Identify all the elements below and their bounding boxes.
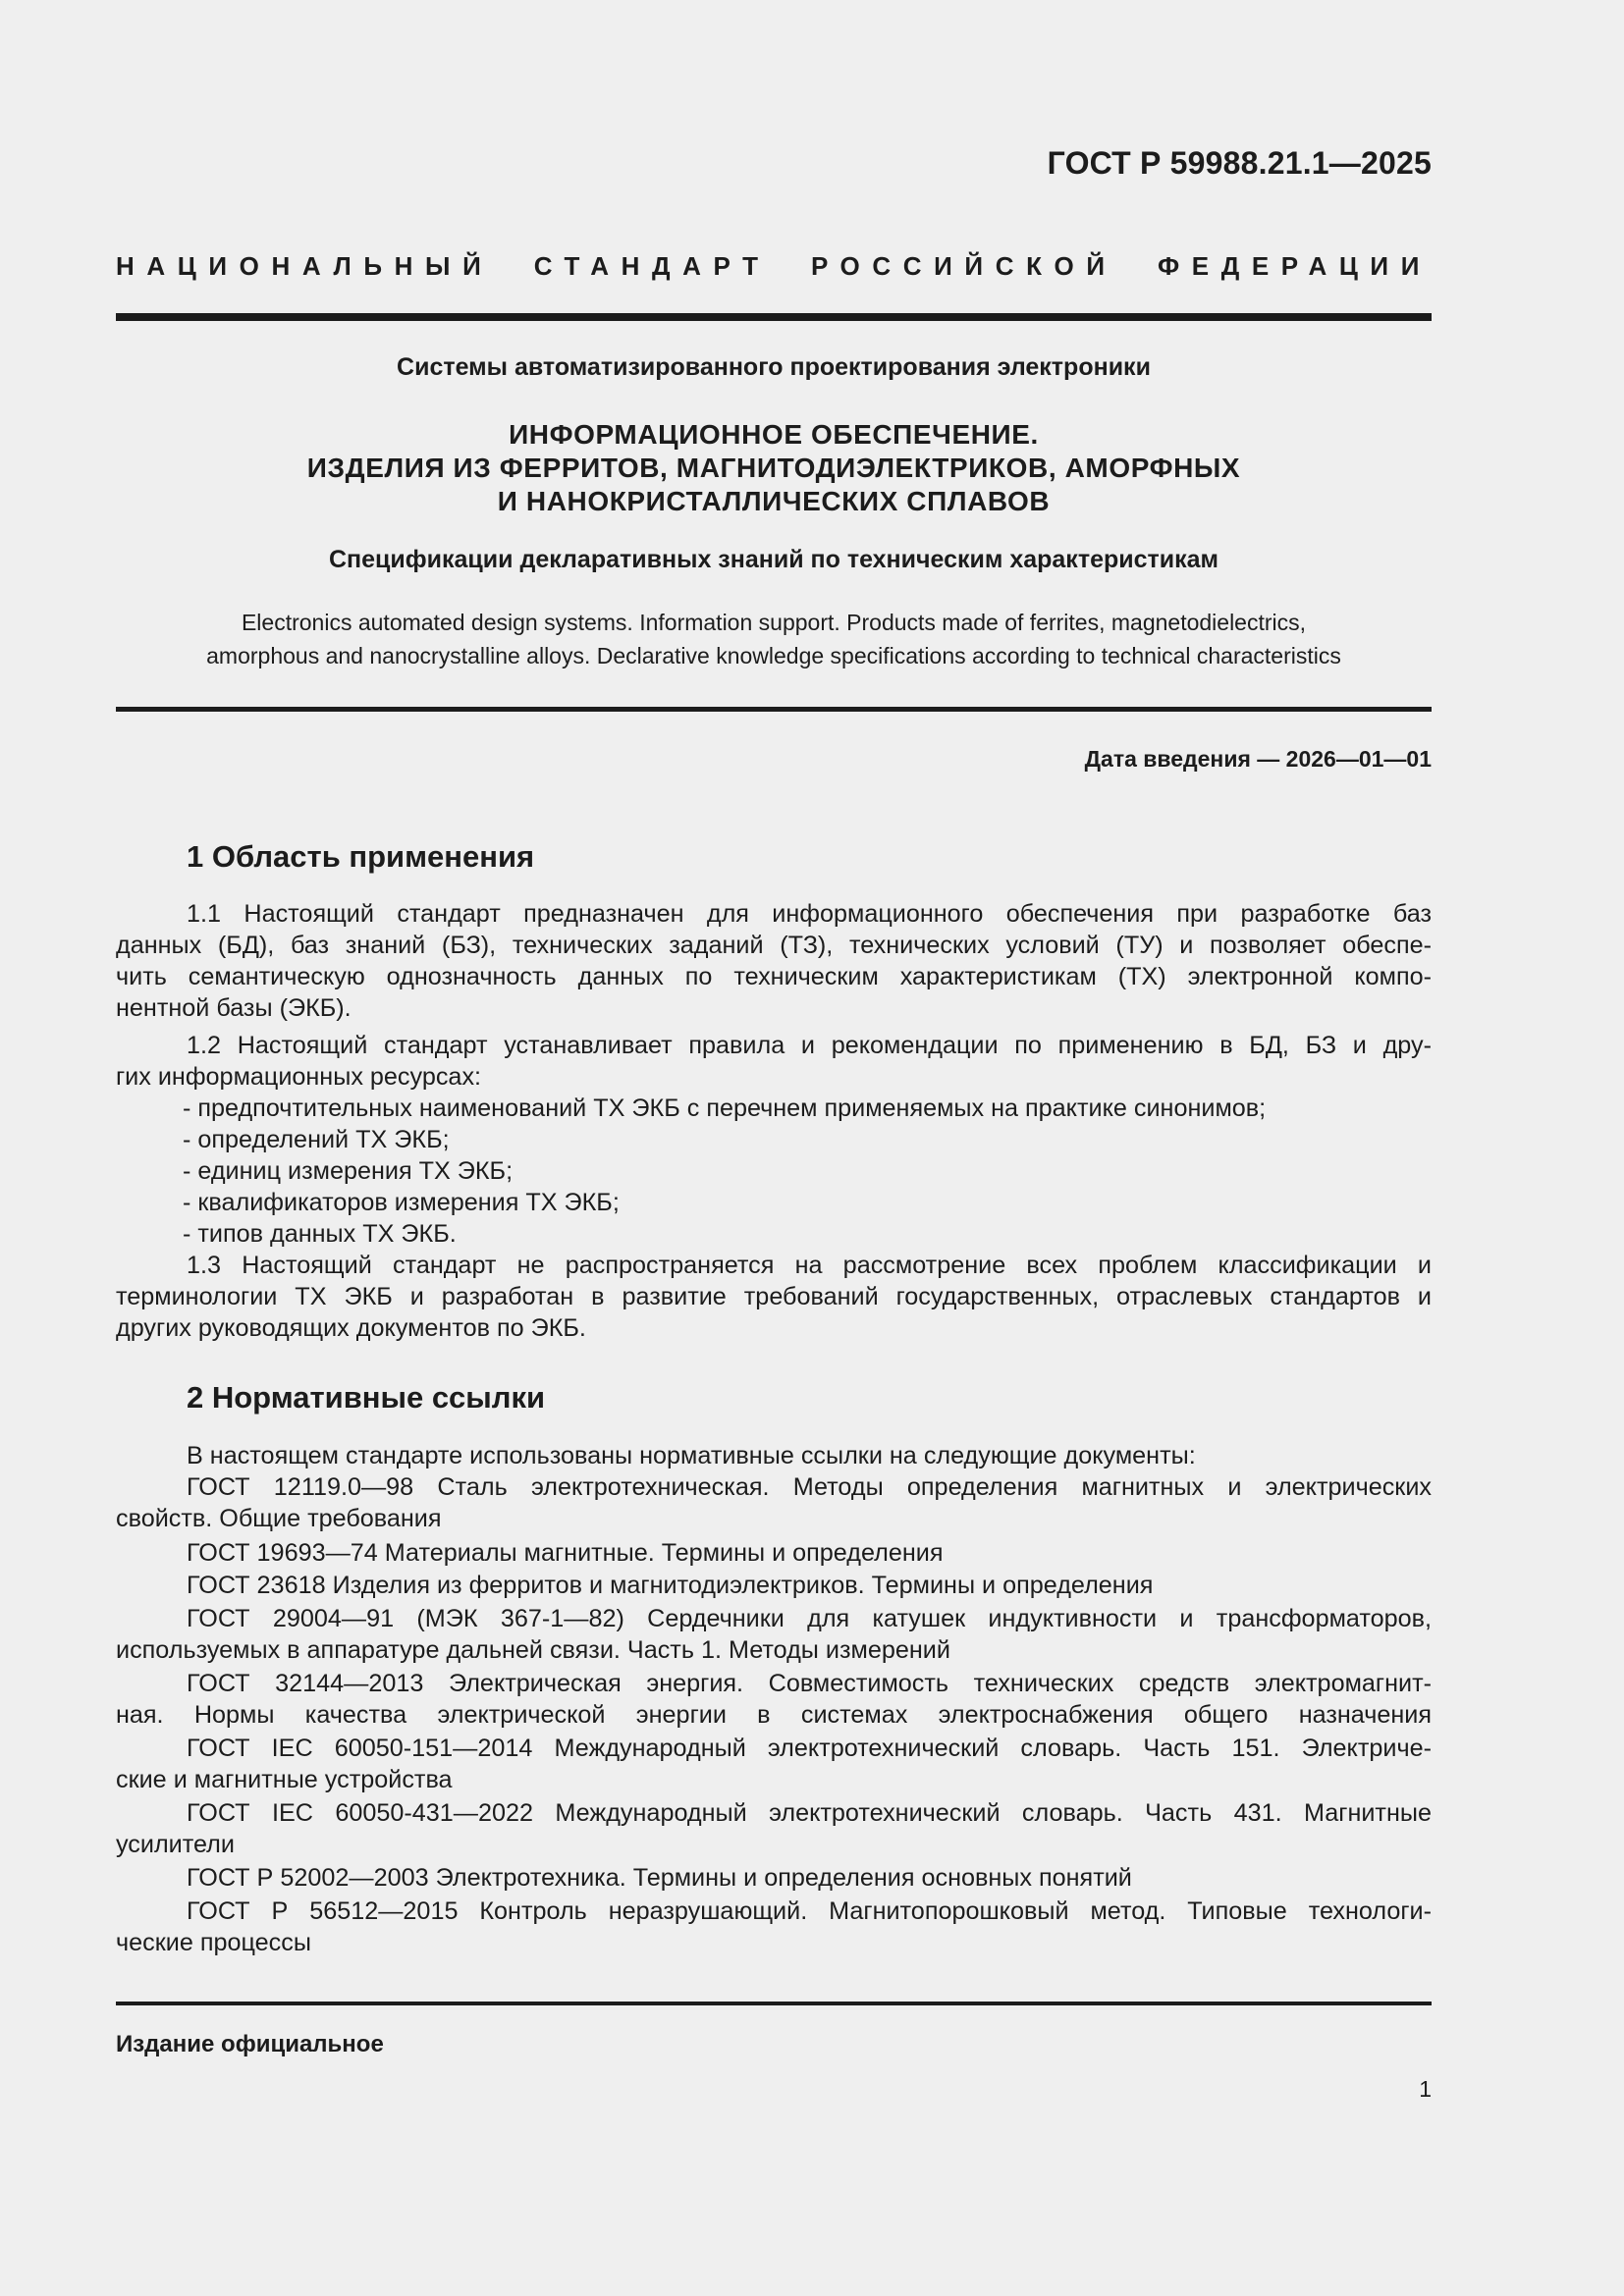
top-thick-rule <box>116 313 1432 321</box>
reference-line: ческие процессы <box>116 1929 311 1956</box>
system-title: Системы автоматизированного проектирования электроники <box>397 353 1151 381</box>
paragraph-line: гих информационных ресурсах: <box>116 1063 482 1091</box>
reference-line: ГОСТ 29004—91 (МЭК 367-1—82) Сердечники для катушек индуктивности и трансформаторов, <box>187 1605 1432 1632</box>
reference-line: используемых в аппаратуре дальней связи. Часть 1. Методы измерений <box>116 1636 950 1664</box>
list-item: - единиц измерения ТХ ЭКБ; <box>183 1157 514 1185</box>
paragraph-line: 1.2 Настоящий стандарт устанавливает правила и рекомендации по применению в БД, БЗ и дру- <box>187 1032 1432 1059</box>
reference-line: свойств. Общие требования <box>116 1505 442 1532</box>
reference-line: ские и магнитные устройства <box>116 1766 453 1793</box>
title-subtitle: Спецификации декларативных знаний по техническим характеристикам <box>328 546 1219 573</box>
introduction-date: Дата введения — 2026—01—01 <box>1084 746 1432 772</box>
reference-line: ГОСТ 19693—74 Материалы магнитные. Термины и определения <box>187 1539 944 1567</box>
paragraph-line: нентной базы (ЭКБ). <box>116 994 352 1022</box>
reference-line: ГОСТ 32144—2013 Электрическая энергия. Совместимость технических средств электромагнит- <box>187 1670 1432 1697</box>
paragraph-line: других руководящих документов по ЭКБ. <box>116 1314 586 1342</box>
list-item: - определений ТХ ЭКБ; <box>183 1126 450 1153</box>
reference-line: ГОСТ Р 56512—2015 Контроль неразрушающий. Магнитопорошковый метод. Типовые технологи- <box>187 1897 1432 1925</box>
reference-line: ГОСТ IEC 60050-431—2022 Международный электротехнический словарь. Часть 431. Магнитные <box>187 1799 1432 1827</box>
paragraph-line: чить семантическую однозначность данных по техническим характеристикам (ТХ) электронной компо- <box>116 963 1432 990</box>
section-heading-scope: 1 Область применения <box>187 839 535 874</box>
reference-line: ГОСТ IEC 60050-151—2014 Международный электротехнический словарь. Часть 151. Электриче- <box>187 1735 1432 1762</box>
main-title-line: И НАНОКРИСТАЛЛИЧЕСКИХ СПЛАВОВ <box>497 486 1051 516</box>
english-title <box>116 606 1432 672</box>
paragraph-line: В настоящем стандарте использованы нормативные ссылки на следующие документы: <box>187 1442 1196 1469</box>
footer-rule <box>116 2002 1432 2005</box>
title-bottom-rule <box>116 707 1432 712</box>
paragraph-line: 1.3 Настоящий стандарт не распространяется на рассмотрение всех проблем классификации и <box>187 1252 1432 1279</box>
reference-line: ГОСТ 12119.0—98 Сталь электротехническая. Методы определения магнитных и электрических <box>187 1473 1432 1501</box>
reference-line: ная. Нормы качества электрической энергии в системах электроснабжения общего назначения <box>116 1701 1432 1729</box>
paragraph-line: данных (БД), баз знаний (БЗ), технических заданий (ТЗ), технических условий (ТУ) и позволяет обеспе- <box>116 932 1432 959</box>
main-title-line: ИЗДЕЛИЯ ИЗ ФЕРРИТОВ, МАГНИТОДИЭЛЕКТРИКОВ, АМОРФНЫХ <box>306 453 1241 483</box>
national-standard-banner: НАЦИОНАЛЬНЫЙ СТАНДАРТ РОССИЙСКОЙ ФЕДЕРАЦИИ <box>116 251 1432 281</box>
english-title-line: Electronics automated design systems. Information support. Products made of ferrites, magnetodielectrics, <box>241 610 1307 635</box>
standard-designation: ГОСТ Р 59988.21.1—2025 <box>1047 145 1432 181</box>
list-item: - типов данных ТХ ЭКБ. <box>183 1220 457 1248</box>
section-heading-normative-references: 2 Нормативные ссылки <box>187 1380 546 1415</box>
official-edition-label: Издание официальное <box>116 2031 384 2057</box>
page-number: 1 <box>1419 2076 1432 2102</box>
paragraph-line: 1.1 Настоящий стандарт предназначен для информационного обеспечения при разработке баз <box>187 900 1432 928</box>
list-item: - предпочтительных наименований ТХ ЭКБ с перечнем применяемых на практике синонимов; <box>183 1095 1267 1122</box>
list-item: - квалификаторов измерения ТХ ЭКБ; <box>183 1189 620 1216</box>
reference-line: ГОСТ Р 52002—2003 Электротехника. Термины и определения основных понятий <box>187 1864 1132 1892</box>
reference-line: усилители <box>116 1831 235 1858</box>
main-title <box>116 418 1432 518</box>
reference-line: ГОСТ 23618 Изделия из ферритов и магнитодиэлектриков. Термины и определения <box>187 1572 1154 1599</box>
main-title-line: ИНФОРМАЦИОННОЕ ОБЕСПЕЧЕНИЕ. <box>509 419 1039 450</box>
english-title-line: amorphous and nanocrystalline alloys. Declarative knowledge specifications according to technical characteristics <box>206 643 1341 668</box>
paragraph-line: терминологии ТХ ЭКБ и разработан в развитие требований государственных, отраслевых стандартов и <box>116 1283 1432 1310</box>
